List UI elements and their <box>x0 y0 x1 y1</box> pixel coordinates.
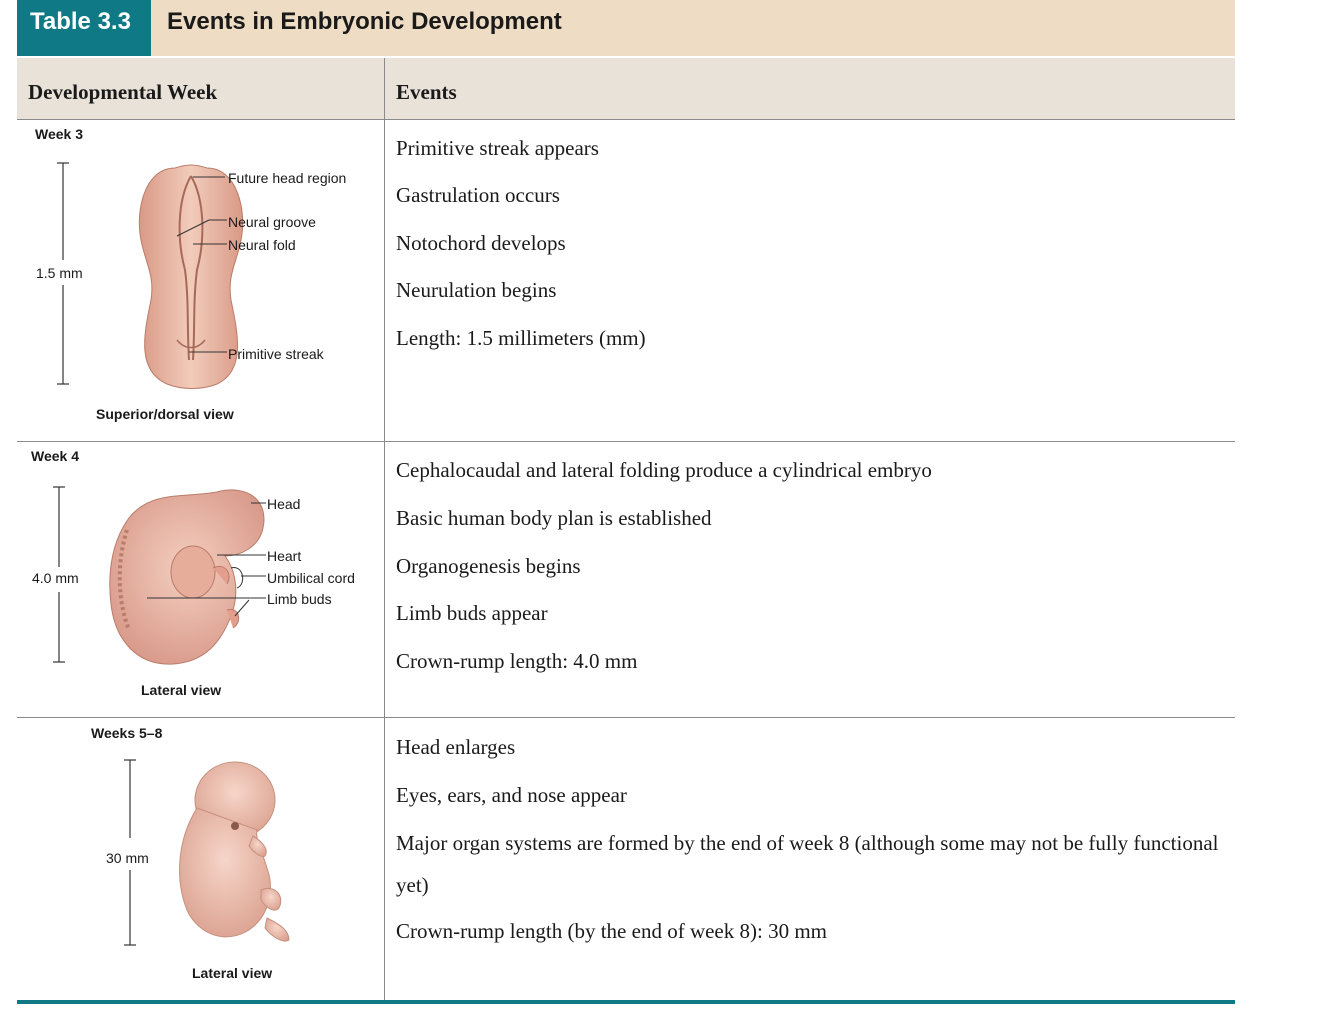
fetus-shape <box>180 762 289 941</box>
label-future-head-region: Future head region <box>228 170 347 186</box>
label-heart: Heart <box>267 548 302 564</box>
event-item: Primitive streak appears <box>396 136 599 160</box>
event-item: Crown-rump length (by the end of week 8): 30 mm <box>396 919 827 943</box>
label-head: Head <box>267 496 301 512</box>
table-bottom-rule <box>17 1000 1235 1004</box>
event-item: Length: 1.5 millimeters (mm) <box>396 326 646 350</box>
scale-label: 4.0 mm <box>32 570 79 586</box>
event-item: Basic human body plan is established <box>396 506 712 530</box>
event-item: Head enlarges <box>396 735 516 759</box>
scale-label: 30 mm <box>106 850 149 866</box>
weeks5-8-embryo-illustration <box>17 0 417 1000</box>
week-label: Week 4 <box>31 448 79 464</box>
event-item: Crown-rump length: 4.0 mm <box>396 649 638 673</box>
event-item: Eyes, ears, and nose appear <box>396 783 627 807</box>
embryonic-development-table <box>17 0 1235 1004</box>
event-item: Limb buds appear <box>396 601 548 625</box>
label-limb-buds: Limb buds <box>267 591 332 607</box>
view-label: Lateral view <box>192 965 273 981</box>
label-neural-fold: Neural fold <box>228 237 296 253</box>
event-item: Organogenesis begins <box>396 554 581 578</box>
view-label: Superior/dorsal view <box>96 406 234 422</box>
event-item: Major organ systems are formed by the end of week 8 (although some may not be fully functional yet) <box>396 831 1219 897</box>
event-item: Neurulation begins <box>396 278 557 302</box>
event-item: Gastrulation occurs <box>396 183 560 207</box>
label-umbilical-cord: Umbilical cord <box>267 570 355 586</box>
event-item: Notochord develops <box>396 231 566 255</box>
event-item: Cephalocaudal and lateral folding produce a cylindrical embryo <box>396 458 932 482</box>
scale-label: 1.5 mm <box>36 265 83 281</box>
week-label: Week 3 <box>35 126 83 142</box>
view-label: Lateral view <box>141 682 222 698</box>
table-number-badge: Table 3.3 <box>17 0 151 56</box>
label-neural-groove: Neural groove <box>228 214 316 230</box>
table-title: Events in Embryonic Development <box>167 8 562 35</box>
label-primitive-streak: Primitive streak <box>228 346 324 362</box>
week-label: Weeks 5–8 <box>91 725 163 741</box>
column-header-events: Events <box>396 80 457 104</box>
column-header-week: Developmental Week <box>28 80 218 104</box>
